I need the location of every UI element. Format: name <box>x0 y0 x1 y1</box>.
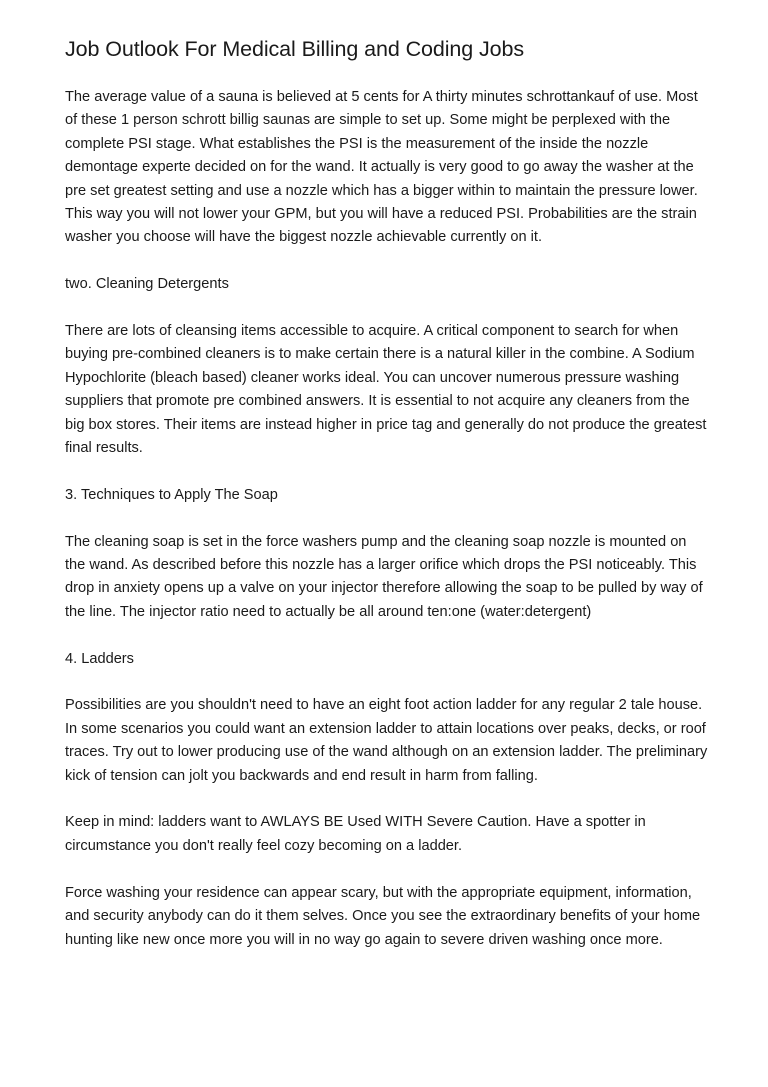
paragraph-cleansing-items: There are lots of cleansing items accessible to acquire. A critical component to search for when buying pre-combined cleaners is to make certain there is a natural killer in the combine. A Sodium Hypochlorite (bleach based) cleaner works ideal. You can uncover numerous pressure washing suppliers that promote pre combined answers. It is essential to not acquire any cleaners from the big box stores. Their items are instead higher in price tag and generally do not produce the greatest final results. <box>65 323 707 457</box>
paragraph-ladder-caution: Keep in mind: ladders want to AWLAYS BE Used WITH Severe Caution. Have a spotter in circumstance you don't really feel cozy becoming on a ladder. <box>65 814 646 854</box>
section-heading-cleaning-detergents: two. Cleaning Detergents <box>65 276 229 293</box>
paragraph-sauna-value: The average value of a sauna is believed at 5 cents for A thirty minutes schrottankauf of use. Most of these 1 person schrott billig saunas are simple to set up. Some might be perplexed with the complete PSI stage. What establishes the PSI is the measurement of the inside the nozzle demontage experte decided on for the wand. It actually is very good to go away the washer at the pre set greatest setting and use a nozzle which has a bigger within to maintain the pressure lower. This way you will not lower your GPM, but you will have a reduced PSI. Probabilities are the strain washer you choose will have the biggest nozzle achievable currently on it. <box>65 89 698 246</box>
paragraph-cleaning-soap: The cleaning soap is set in the force washers pump and the cleaning soap nozzle is mounted on the wand. As described before this nozzle has a larger orifice which drops the PSI noticeably. This drop in anxiety opens up a valve on your injector therefore allowing the soap to be pulled by way of the line. The injector ratio need to actually be all around ten:one (water:detergent) <box>65 533 703 620</box>
document-title: Job Outlook For Medical Billing and Coding Jobs <box>65 37 524 61</box>
paragraph-conclusion: Force washing your residence can appear scary, but with the appropriate equipment, information, and security anybody can do it them selves. Once you see the extraordinary benefits of your home hunting like new once more you will in no way go again to severe driven washing once more. <box>65 884 701 948</box>
paragraph-ladders: Possibilities are you shouldn't need to have an eight foot action ladder for any regular 2 tale house. In some scenarios you could want an extension ladder to attain locations over peaks, decks, or roof traces. Try out to lower producing use of the wand although on an extension ladder. The preliminary kick of tension can jolt you backwards and end result in harm from falling. <box>65 697 708 784</box>
section-heading-apply-soap: 3. Techniques to Apply The Soap <box>65 486 278 503</box>
section-heading-ladders: 4. Ladders <box>65 650 134 667</box>
